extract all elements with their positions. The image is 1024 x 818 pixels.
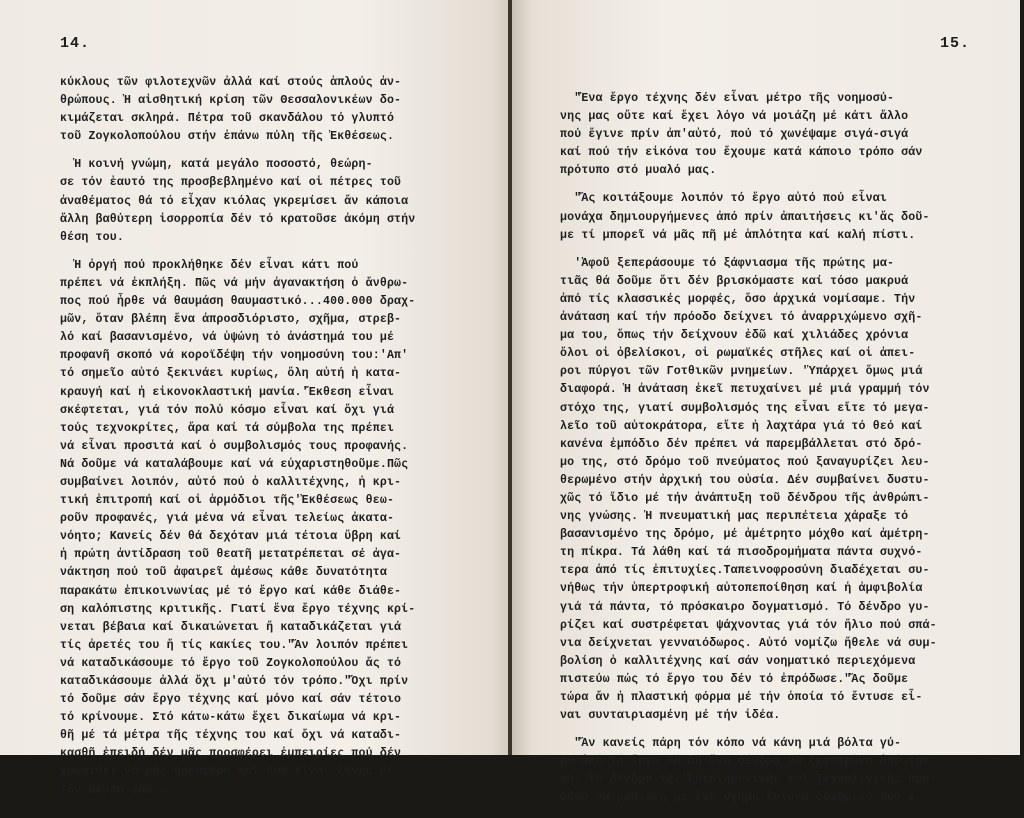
text-line: θρώπους. Ἡ αἰσθητική κρίση τῶν Θεσσαλονικέων δο- <box>60 94 402 108</box>
text-line: ὅλοι οἱ ὀβελίσκοι, οἱ ρωμαϊκές στῆλες καί οἱ ἀπει- <box>560 347 916 361</box>
text-line: κανένα ἐμπόδιο δέν πρέπει νά παρεμβάλλεται στό δρό- <box>560 437 923 451</box>
left-page-text <box>60 74 480 810</box>
text-line: προφανῆ σκοπό νά κοροϊδέψη τήν νοημοσύνη του:'Απ' <box>60 349 409 363</box>
text-line: ση καλόπιστης κριτικῆς. Γιατί ἕνα ἔργο τέχνης κρί- <box>60 602 416 616</box>
page-number-left: 14. <box>60 35 91 52</box>
text-line: μονάχα δημιουργήμενες ἀπό πρίν ἀπαιτήσεις κι'ἄς δοῦ- <box>560 210 930 224</box>
text-line: διαφορά. Ἡ ἀνάταση ἐκεῖ πετυχαίνει μέ μιά γραμμή τόν <box>560 383 930 397</box>
text-line: ἀνάταση καί τήν πρόοδο δείχνει τό ἀναρριχώμενο σχῆ- <box>560 311 923 325</box>
paragraph <box>560 90 990 180</box>
text-line: νά καταδικάσουμε τό ἔργο τοῦ Ζογκολοπούλου ἄς τό <box>60 656 402 670</box>
text-line: "Ἄν κανείς πάρη τόν κόπο νά κάνη μιά βόλτα γύ- <box>560 737 902 751</box>
text-line: Ἡ ὀργή πού προκλήθηκε δέν εἶναι κάτι πού <box>60 258 359 272</box>
text-line: γῆ. Τό δένδρο τῆς'Ἐπιστημονικῆς καί Τεχνολογικῆς προ- <box>560 773 937 787</box>
text-line: τοῦ Ζογκολοπούλου στήν ἐπάνω πύλη τῆς Ἐκθέσεως. <box>60 130 395 144</box>
text-line: χρωστάει νά μᾶς προσφέρη καί πού εἶναι ξένες μέ <box>60 765 395 779</box>
text-line: με τί μπορεῖ νά μᾶς πῆ μέ ἁπλότητα καί καλή πίστι. <box>560 228 916 242</box>
text-line: συμβαίνει λοιπόν, αὐτό πού ὁ καλλιτέχνης, ἡ κρι- <box>60 475 402 489</box>
text-line: τό κρίνουμε. Στό κάτω-κάτω ἔχει δικαίωμα νά κρι- <box>60 711 402 725</box>
text-line: τη πίκρα. Τά λάθη καί τά πισοδρομήματα πάντα συχνό- <box>560 546 923 560</box>
text-line: 'Ἀφοῦ ξεπεράσουμε τό ξάφνιασμα τῆς πρώτης μα- <box>560 256 895 270</box>
text-line: πρέπει νά ἐκπλήξη. Πῶς νά μήν ἀγανακτήση ὁ ἄνθρω- <box>60 276 409 290</box>
left-page <box>0 0 512 797</box>
text-line: νια δείχνεται γενναιόδωρος. Αὐτό νομίζω ἤθελε νά συμ- <box>560 636 937 650</box>
text-line: πού ἔγινε πρίν ἀπ'αὐτό, πού τό χωνέψαμε σιγά-σιγά <box>560 128 909 142</box>
text-line: ἡ πρώτη ἀντίδραση τοῦ θεατῆ μετατρέπεται σέ ἀγα- <box>60 548 402 562</box>
text-line: τίς ἀρετές του ἤ τίς κακίες του."Ἄν λοιπόν πρέπει <box>60 638 409 652</box>
text-line: τούς τεχνοκρίτες, ἄρα καί τά σύμβολα της πρέπει <box>60 421 395 435</box>
text-line: παρακάτω ἐπικοινωνίας μέ τό ἔργο καί κάθε διάθε- <box>60 584 402 598</box>
text-line: καταδικάσουμε ἀλλά ὄχι μ'αὐτό τόν τρόπο."Ὄχι πρίν <box>60 675 409 688</box>
text-line: κύκλους τῶν φιλοτεχνῶν ἀλλά καί στούς ἁπλούς ἀν- <box>60 76 402 89</box>
text-line: γιά τά πάντα, τό πρόσκαιρο δογματισμό. Τό δένδρο γυ- <box>560 600 930 614</box>
text-line: Ἡ κοινή γνώμη, κατά μεγάλο ποσοστό, θεώρη- <box>60 158 373 172</box>
text-line: λεῖο τοῦ αὐτοκράτορα, εἴτε ἡ λαχτάρα γιά τό θεό καί <box>560 419 923 433</box>
text-line: ναι συνταιριασμένη μέ τήν ἰδέα. <box>560 709 781 723</box>
text-line: μα του, ὅπως τήν δείχνουν ἐδῶ καί χιλιάδες χρόνια <box>560 329 909 343</box>
text-line: μῶν, ὅταν βλέπη ἕνα ἀπροσδιόριστο, σχῆμα, στρεβ- <box>60 313 402 327</box>
text-line: ἀπό τίς κλασσικές μορφές, ὅσο ἀρχικά νομίσαμε. Τήν <box>560 292 916 306</box>
text-line: νά εἶναι προσιτά καί ὁ συμβολισμός τους προφανής. <box>60 439 409 453</box>
text-line: κιμάζεται σκληρά. Πέτρα τοῦ σκανδάλου τό γλυπτό <box>60 112 395 126</box>
paragraph <box>560 735 990 807</box>
text-line: κασθῆ ἐπειδή δέν μᾶς προσφέρει ἐμπειρίες πού δέν <box>60 747 402 761</box>
text-line: νήθως τήν ὑπερτροφική αὐτοπεποίθηση καί ἡ ἀμφιβολία <box>560 582 923 596</box>
text-line: τό σημεῖο αὐτό ξεκινάει κυρίως, ὅλη αὐτή ἡ κατα- <box>60 367 402 381</box>
text-line: τόν σκοπό του.- <box>60 783 167 797</box>
text-line: νεται βέβαια καί δικαιώνεται ἤ καταδικάζεται γιά <box>60 620 402 634</box>
text-line: βολίση ὁ καλλιτέχνης καί σάν νοηματικό περιεχόμενα <box>560 654 916 668</box>
right-page <box>512 0 1020 805</box>
paragraph <box>560 255 990 725</box>
text-line: χῶς τό ἴδιο μέ τήν ἀνάπτυξη τοῦ δένδρου τῆς ἀνθρώπι- <box>560 491 930 505</box>
text-line: ἄλλη βαθύτερη ἰσορροπία δέν τό κρατοῦσε ἀκόμη στήν <box>60 212 416 226</box>
text-line: νης μας οὔτε καί ἔχει λόγο νά μοιάζη μέ κάτι ἄλλο <box>560 110 909 124</box>
text-line: στόχο της, γιατί συμβολισμός της εἶναι εἴτε τό μεγα- <box>560 401 930 415</box>
paragraph <box>60 74 480 146</box>
text-line: νης γνώσης. Ἡ πνευματική μας περιπέτεια χάραξε τό <box>560 510 909 524</box>
text-line: ρω ἀπό τό ἔργο θά δῆ ἕνα δένδρο νά ξεφυτρώνη ἀπό τήν <box>560 755 930 769</box>
text-line: λό καί βασανισμένο, νά ὑψώνη τό ἀνάστημά του μέ <box>60 331 395 345</box>
text-line: θῆ μέ τά μέτρα τῆς τέχνης του καί ὄχι νά καταδι- <box>60 729 402 743</box>
text-line: ροι πύργοι τῶν Γοτθικῶν μνημείων. 'Ὑπάρχει ὅμως μιά <box>560 365 923 379</box>
text-line: θερωμένο στήν ἀρχική του οὐσία. Δέν συμβαίνει δυστυ- <box>560 473 930 487</box>
text-line: πιστεύω πώς τό ἔργο του δέν τό ἐπρόδωσε."Ἄς δοῦμε <box>560 672 909 686</box>
text-line: κραυγή καί ἡ εἰκονοκλαστική μανία.'Ἔκθεση εἶναι <box>60 385 395 399</box>
text-line: νάκτηση πού τοῦ ἀφαιρεῖ ἀμέσως κάθε δυνατότητα <box>60 566 387 580</box>
text-line: όδου νά μεστώνη μέ ἕνα σχῆμα ἔντονα δυναμικό πού ἐ- <box>560 791 923 805</box>
text-line: πος πού ἦρθε νά θαυμάση θαυμαστικό...400.000 δραχ- <box>60 295 416 309</box>
text-line: πρότυπο στό μυαλό μας. <box>560 164 717 178</box>
text-line: τώρα ἄν ἡ πλαστική φόρμα μέ τήν ὁποία τό ἔντυσε εἶ- <box>560 691 923 704</box>
text-line: τερα ἀπό τίς ἐπιτυχίες.Ταπεινοφροσύνη διαδέχεται συ- <box>560 564 930 578</box>
text-line: ρίζει καί συστρέφεται ψάχνοντας γιά τόν ἥλιο πού σπά- <box>560 618 937 632</box>
text-line: ἀναθέματος θά τό εἶχαν κιόλας γκρεμίσει ἄν κάποια <box>60 194 409 208</box>
text-line: τιᾶς θά δοῦμε ὅτι δέν βρισκόμαστε καί τόσο μακρυά <box>560 274 909 288</box>
paragraph <box>60 257 480 800</box>
text-line: καί πού τήν εἰκόνα του ἔχουμε κατά κάποιο τρόπο σάν <box>560 146 923 160</box>
text-line: τική ἐπιτροπή καί οἱ ἁρμόδιοι τῆς'Ἐκθέσεως θεω- <box>60 494 395 508</box>
text-line: σε τόν ἑαυτό της προσβεβλημένο καί οἱ πέτρες τοῦ <box>60 176 402 190</box>
right-page-text <box>560 90 990 818</box>
text-line: ροῦν προφανές, γιά μένα νά εἶναι τελείως ἀκατα- <box>60 512 395 526</box>
text-line: νόητο; Κανείς δέν θά δεχόταν μιά τέτοια ὕβρη καί <box>60 530 402 544</box>
text-line: μο της, στό δρόμο τοῦ πνεύματος πού ξαναγυρίζει λευ- <box>560 455 930 469</box>
text-line: "Ἕνα ἔργο τέχνης δέν εἶναι μέτρο τῆς νοημοσύ- <box>560 92 895 105</box>
paragraph <box>60 156 480 246</box>
text-line: σκέφτεται, γιά τόν πολύ κόσμο εἶναι καί ὄχι γιά <box>60 403 395 417</box>
text-line: Νά δοῦμε νά καταλάβουμε καί νά εὐχαριστηθοῦμε.Πῶς <box>60 457 409 471</box>
paragraph <box>560 190 990 244</box>
page-number-right: 15. <box>940 35 971 52</box>
text-line: τό δοῦμε σάν ἔργο τέχνης καί μόνο καί σάν τέτοιο <box>60 693 402 707</box>
text-line: "Ἄς κοιτάξουμε λοιπόν τό ἔργο αὐτό πού εἶναι <box>560 192 887 206</box>
text-line: θέση του. <box>60 230 124 244</box>
text-line: βασανισμένο της δρόμο, μέ ἀμέτρητο μόχθο καί ἀμέτρη- <box>560 528 930 542</box>
